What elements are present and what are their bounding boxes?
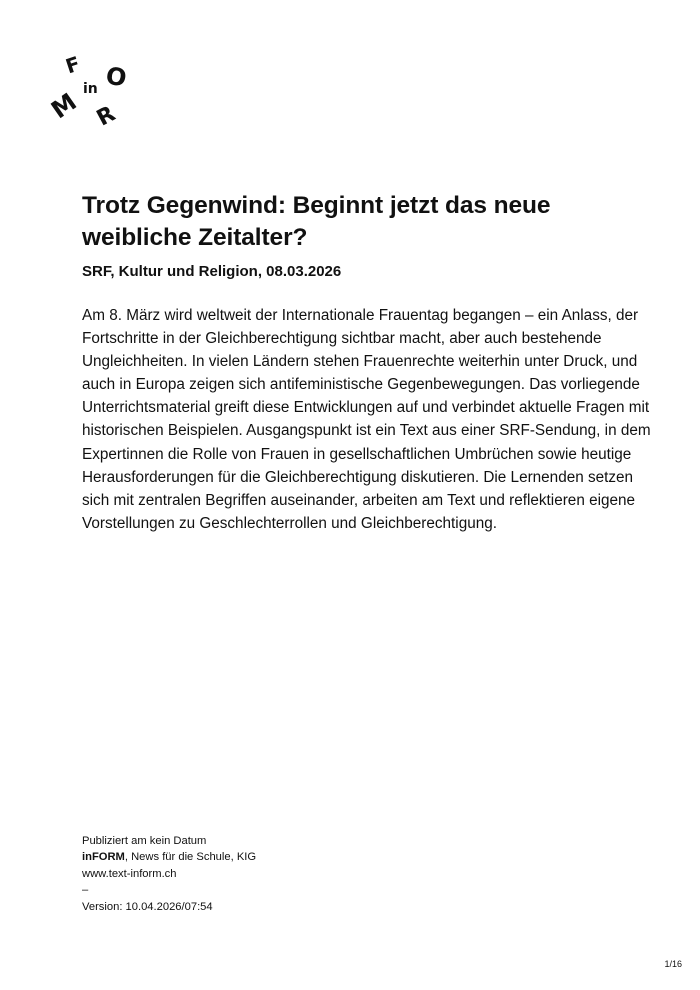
article-title: Trotz Gegenwind: Beginnt jetzt das neue weibliche Zeitalter?: [82, 192, 551, 251]
publisher-description: , News für die Schule, KIG: [124, 851, 257, 864]
publisher-line: [82, 849, 256, 865]
logo-letter-r: R: [92, 101, 120, 132]
page-number: 1/16: [664, 959, 682, 969]
logo-letter-m: M: [46, 87, 82, 125]
footer-separator: –: [82, 884, 89, 897]
publisher-brand: inFORM: [82, 851, 125, 864]
logo-letters-in: in: [83, 81, 98, 97]
logo-letter-f: F: [62, 51, 84, 79]
article-source: SRF, Kultur und Religion, 08.03.2026: [82, 263, 342, 280]
inform-logo: [46, 50, 140, 135]
published-date: Publiziert am kein Datum: [82, 835, 207, 847]
article-body: Am 8. März wird weltweit der Internationale Frauentag begangen – ein Anlass, der Fortschritte in der Gleichberechtigung sichtbar macht, aber auch bestehende Ungleichheiten. In vielen Ländern stehen Frauenrechte weiterhin unter Druck, und auch in Europa zeigen sich antifeministische Gegenbewegungen. Das vorliegende Unterrichtsmaterial greift diese Entwicklungen auf und verbindet aktuelle Fragen mit historischen Beispielen. Ausgangspunkt ist ein Text aus einer SRF-Sendung, in dem Expertinnen die Rolle von Frauen in gesellschaftlichen Umbrüchen sowie heutige Herausforderungen für die Gleichberechtigung diskutieren. Die Lernenden setzen sich mit zentralen Begriffen auseinander, arbeiten am Text und reflektieren eigene Vorstellungen zu Geschlechterrollen und Gleichberechtigung.: [82, 307, 651, 532]
version-info: Version: 10.04.2026/07:54: [82, 900, 213, 913]
website-link[interactable]: www.text-inform.ch: [82, 867, 177, 880]
document-footer: [82, 833, 256, 915]
logo-letter-o: O: [103, 61, 129, 93]
